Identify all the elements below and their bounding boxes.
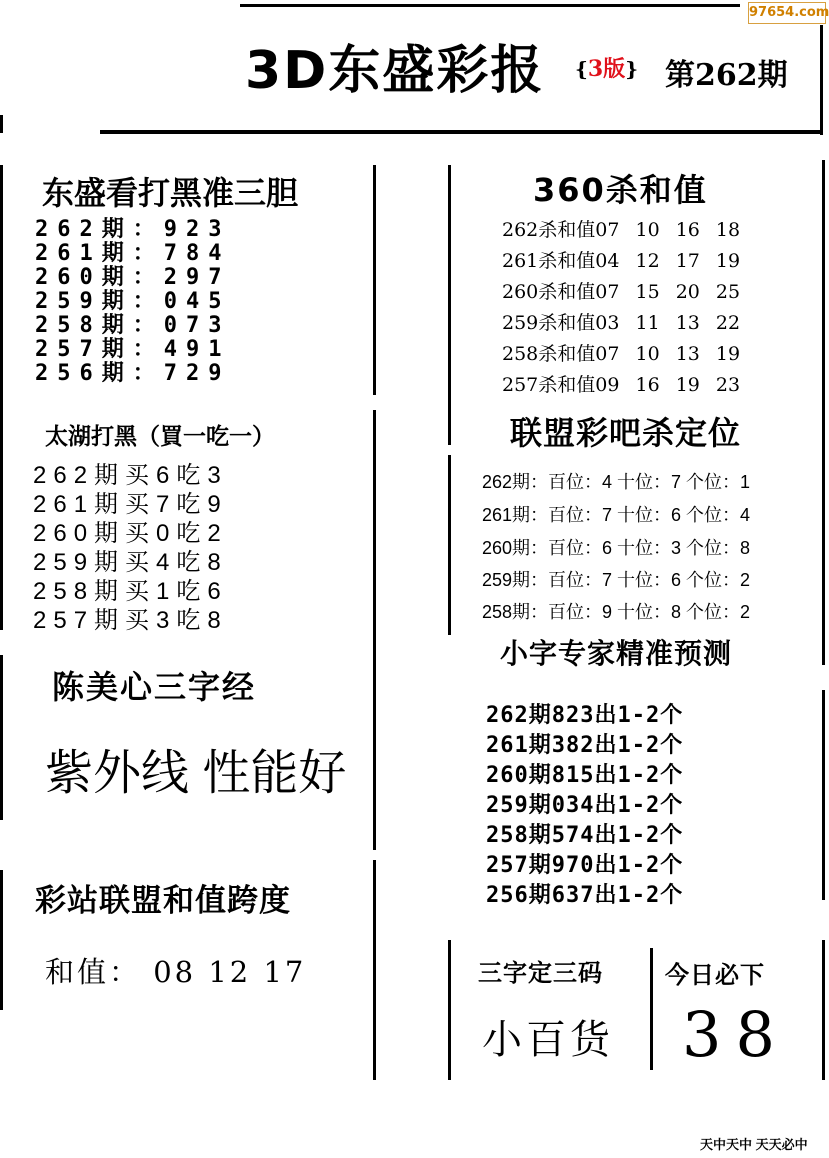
taihu-title: 太湖打黑（買一吃一） <box>45 423 275 450</box>
issue-number: 第262期 <box>665 58 788 93</box>
taihu-row: 257期买3吃8 <box>33 607 228 634</box>
newspaper-title: 3D东盛彩报 <box>245 41 545 101</box>
xiaozi-row: 261期382出1-2个 <box>486 733 684 758</box>
xiaozi-row: 257期970出1-2个 <box>486 853 684 878</box>
edition-label: 3版 <box>587 56 626 82</box>
edition-brace-open: { <box>575 57 588 81</box>
chen-title: 陈美心三字经 <box>52 668 257 706</box>
sha360-row: 261杀和值04 12 17 19 <box>502 250 741 272</box>
site-watermark: 97654.com <box>748 2 826 24</box>
dongsheng-row: 261期：784 <box>35 241 231 266</box>
lianmeng-title: 联盟彩吧杀定位 <box>510 414 742 452</box>
mid-divider-right-3 <box>448 940 451 1080</box>
taihu-row: 262期买6吃3 <box>33 462 228 489</box>
right-border-3 <box>822 940 825 1080</box>
xiaozi-row: 259期034出1-2个 <box>486 793 684 818</box>
sanzi-text: 小百货 <box>482 1017 614 1063</box>
xiaozi-title: 小字专家精准预测 <box>500 637 733 670</box>
edition-brace-close: } <box>625 57 639 81</box>
dongsheng-row: 262期：923 <box>35 217 231 242</box>
taihu-row: 259期买4吃8 <box>33 549 228 576</box>
dongsheng-row: 256期：729 <box>35 361 231 386</box>
taihu-row: 260期买0吃2 <box>33 520 228 547</box>
sha360-row: 262杀和值07 10 16 18 <box>502 219 741 241</box>
chen-text: 紫外线 性能好 <box>45 747 347 800</box>
jinri-number: 38 <box>682 998 789 1071</box>
dongsheng-row: 260期：297 <box>35 265 231 290</box>
jinri-title: 今日必下 <box>665 961 765 989</box>
caizhan-text: 和值： 08 12 17 <box>45 955 307 989</box>
dongsheng-row: 258期：073 <box>35 313 231 338</box>
lianmeng-row: 258期：百位：9 十位：8 个位：2 <box>482 602 751 622</box>
lianmeng-row: 262期：百位：4 十位：7 个位：1 <box>482 472 751 492</box>
box-divider <box>650 948 653 1070</box>
taihu-row: 261期买7吃9 <box>33 491 228 518</box>
footer-slogan: 天中天中 天天必中 <box>700 1137 808 1152</box>
sha360-row: 259杀和值03 11 13 22 <box>502 312 741 334</box>
lianmeng-row: 260期：百位：6 十位：3 个位：8 <box>482 538 751 558</box>
xiaozi-row: 258期574出1-2个 <box>486 823 684 848</box>
sha360-row: 258杀和值07 10 13 19 <box>502 343 741 365</box>
sha360-title: 360杀和值 <box>533 171 708 209</box>
xiaozi-row: 260期815出1-2个 <box>486 763 684 788</box>
dongsheng-row: 257期：491 <box>35 337 231 362</box>
sha360-row: 257杀和值09 16 19 23 <box>502 374 741 396</box>
xiaozi-row: 256期637出1-2个 <box>486 883 684 908</box>
taihu-row: 258期买1吃6 <box>33 578 228 605</box>
dongsheng-row: 259期：045 <box>35 289 231 314</box>
sha360-row: 260杀和值07 15 20 25 <box>502 281 741 303</box>
lianmeng-row: 261期：百位：7 十位：6 个位：4 <box>482 505 751 525</box>
mid-divider-left-3 <box>373 860 376 1080</box>
sanzi-title: 三字定三码 <box>478 959 603 987</box>
dongsheng-title: 东盛看打黑准三胆 <box>42 174 299 212</box>
xiaozi-row: 262期823出1-2个 <box>486 703 684 728</box>
caizhan-title: 彩站联盟和值跨度 <box>35 883 291 919</box>
lianmeng-row: 259期：百位：7 十位：6 个位：2 <box>482 570 751 590</box>
